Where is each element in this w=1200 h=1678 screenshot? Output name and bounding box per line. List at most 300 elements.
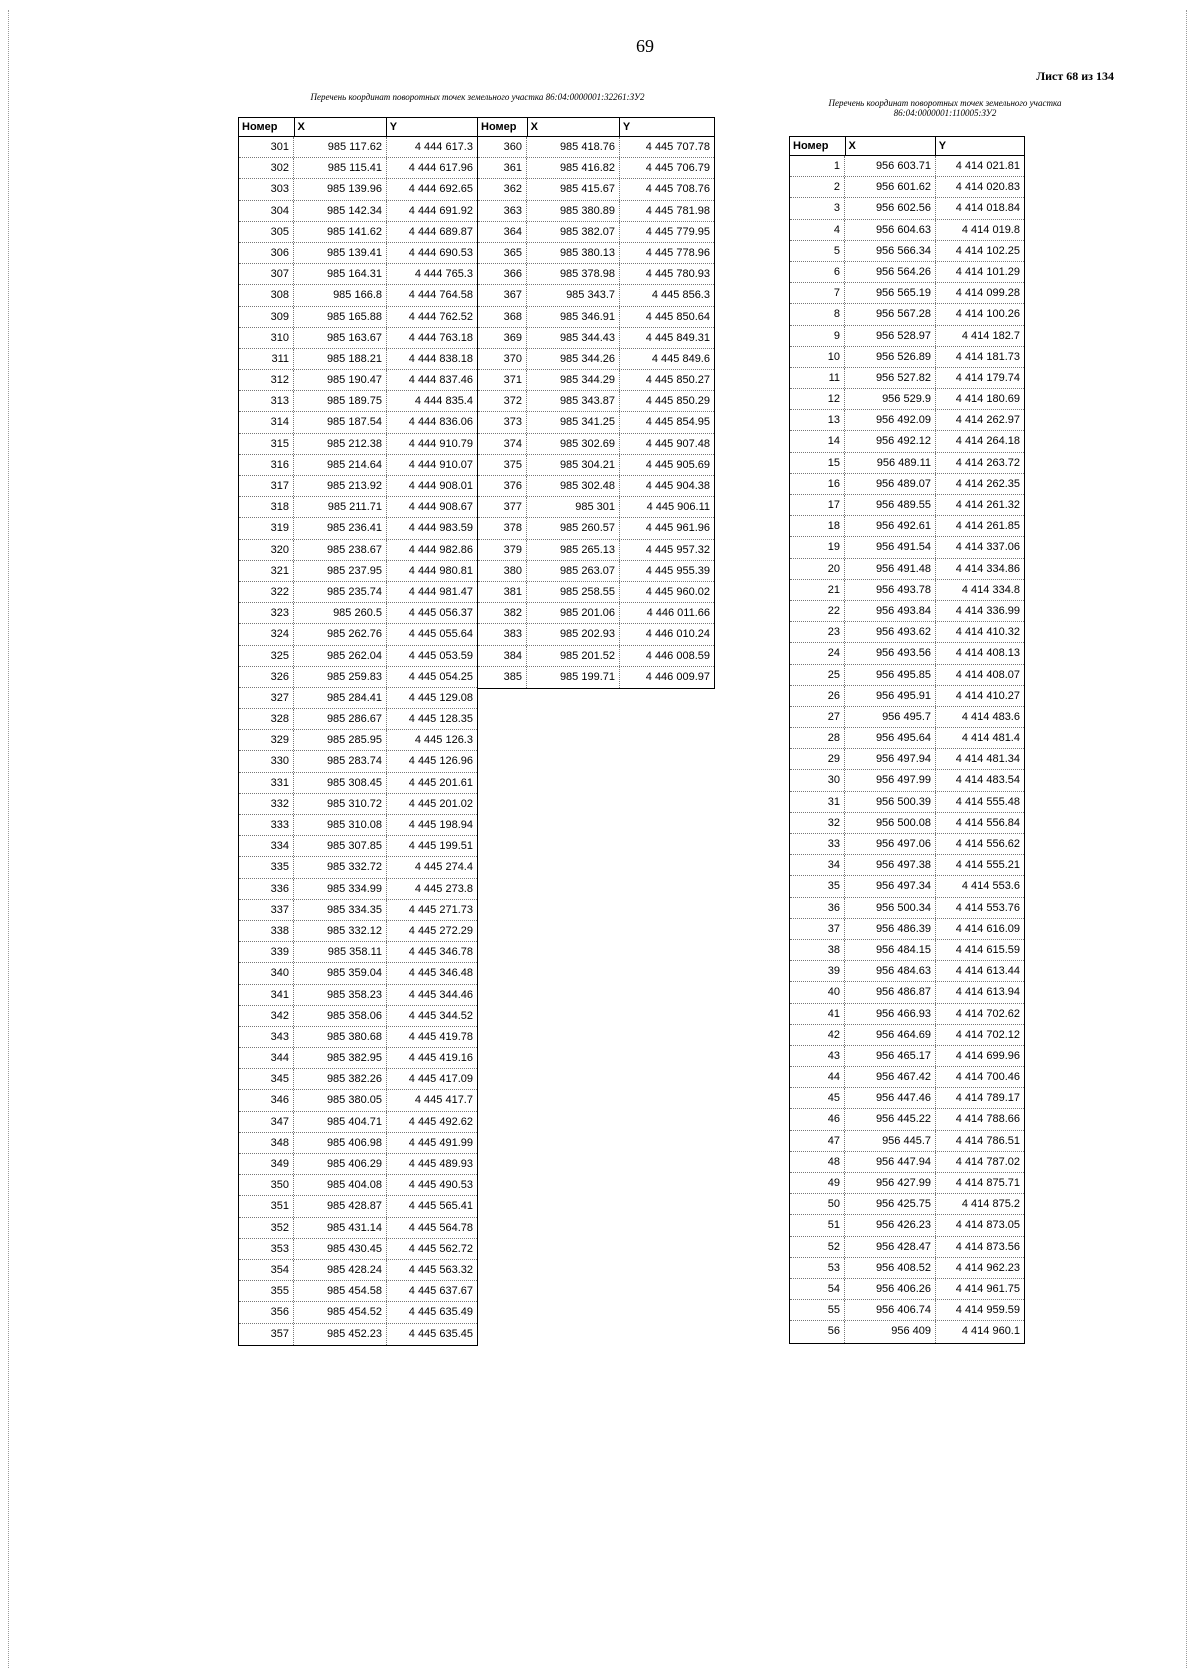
- table-row: [239, 1090, 477, 1111]
- x-coordinate: 985 213.92: [294, 476, 387, 496]
- x-coordinate: 956 445.22: [845, 1109, 936, 1129]
- table-row: [239, 561, 477, 582]
- y-coordinate: 4 414 261.32: [955, 499, 1020, 511]
- point-number: 377: [478, 497, 527, 517]
- x-coordinate: 985 431.14: [294, 1218, 387, 1238]
- table-row: [239, 1281, 477, 1302]
- y-coordinate: 4 414 483.6: [961, 710, 1020, 723]
- x-coordinate: 985 238.67: [294, 540, 387, 560]
- y-coordinate: 4 414 410.32: [955, 626, 1020, 639]
- table-row: [790, 1300, 1024, 1321]
- header-x: X: [295, 118, 387, 136]
- point-number: 302: [239, 158, 294, 178]
- table-row: [239, 455, 477, 476]
- y-coordinate: 4 414 959.59: [955, 1304, 1020, 1317]
- point-number: 338: [239, 921, 294, 941]
- y-coordinate: 4 414 334.8: [961, 583, 1020, 596]
- table-row: [239, 688, 477, 709]
- point-number: 348: [239, 1133, 294, 1153]
- x-coordinate: 985 302.48: [527, 476, 620, 496]
- y-coordinate: 4 414 702.62: [955, 1007, 1020, 1020]
- point-number: 333: [239, 815, 294, 835]
- y-coordinate: 4 414 788.66: [955, 1113, 1020, 1126]
- y-coordinate: 4 445 563.32: [408, 1263, 473, 1276]
- y-coordinate: 4 445 781.98: [645, 204, 710, 217]
- right-scan-edge: [1186, 10, 1188, 1668]
- point-number: 319: [239, 518, 294, 538]
- table-row: [478, 243, 714, 264]
- table-row: [239, 773, 477, 794]
- x-coordinate: 985 416.82: [527, 158, 620, 178]
- y-coordinate: 4 414 179.74: [955, 371, 1020, 384]
- x-coordinate: 985 117.62: [294, 137, 387, 157]
- point-number: 327: [239, 688, 294, 708]
- point-number: 14: [790, 431, 845, 451]
- point-number: 13: [790, 410, 845, 430]
- x-coordinate: 956 486.87: [845, 982, 936, 1002]
- y-coordinate: 4 445 126.96: [408, 755, 473, 768]
- point-number: 364: [478, 222, 527, 242]
- point-number: 361: [478, 158, 527, 178]
- table-row: [790, 834, 1024, 855]
- table-row: [790, 686, 1024, 707]
- table-row: [239, 582, 477, 603]
- y-coordinate: 4 445 419.78: [408, 1030, 473, 1043]
- y-coordinate: 4 445 346.48: [408, 967, 473, 980]
- left-scan-edge: [8, 10, 10, 1668]
- header-y: Y: [389, 121, 398, 133]
- y-coordinate: 4 445 907.48: [645, 437, 710, 450]
- y-coordinate: 4 445 056.37: [408, 607, 473, 620]
- x-coordinate: 985 344.29: [527, 370, 620, 390]
- y-coordinate: 4 445 780.93: [645, 268, 710, 281]
- point-number: 9: [790, 326, 845, 346]
- left-table-caption: Перечень координат поворотных точек земельного участка 86:04:0000001:32261:ЗУ2: [310, 92, 645, 102]
- y-coordinate: 4 445 850.64: [645, 310, 710, 323]
- y-coordinate: 4 444 617.96: [408, 162, 473, 175]
- x-coordinate: 956 447.46: [845, 1088, 936, 1108]
- table-row: [239, 1133, 477, 1154]
- x-coordinate: 985 211.71: [294, 497, 387, 517]
- point-number: 347: [239, 1112, 294, 1132]
- y-coordinate: 4 414 873.05: [955, 1219, 1020, 1232]
- table-row: [790, 792, 1024, 813]
- table-row: [790, 453, 1024, 474]
- point-number: 330: [239, 751, 294, 771]
- point-number: 344: [239, 1048, 294, 1068]
- y-coordinate: 4 446 009.97: [645, 670, 710, 683]
- point-number: 306: [239, 243, 294, 263]
- x-coordinate: 985 418.76: [527, 137, 620, 157]
- x-coordinate: 985 341.25: [527, 412, 620, 432]
- y-coordinate: 4 445 960.02: [645, 585, 710, 598]
- x-coordinate: 985 346.91: [527, 307, 620, 327]
- table-row: [239, 921, 477, 942]
- table-row: [478, 137, 714, 158]
- table-row: [478, 285, 714, 306]
- x-coordinate: 956 447.94: [845, 1152, 936, 1172]
- table-body: [238, 137, 478, 1346]
- point-number: 305: [239, 222, 294, 242]
- table-row: [790, 177, 1024, 198]
- x-coordinate: 956 484.63: [845, 961, 936, 981]
- table-row: [790, 898, 1024, 919]
- table-row: [790, 813, 1024, 834]
- x-coordinate: 985 236.41: [294, 518, 387, 538]
- point-number: 331: [239, 773, 294, 793]
- point-number: 354: [239, 1260, 294, 1280]
- table-row: [239, 942, 477, 963]
- table-row: [239, 624, 477, 645]
- table-row: [790, 643, 1024, 664]
- y-coordinate: 4 414 555.21: [955, 859, 1020, 872]
- y-coordinate: 4 414 481.4: [961, 732, 1020, 745]
- y-coordinate: 4 414 875.71: [955, 1177, 1020, 1189]
- x-coordinate: 985 190.47: [294, 370, 387, 390]
- x-coordinate: 985 454.58: [294, 1281, 387, 1301]
- x-coordinate: 985 358.23: [294, 985, 387, 1005]
- point-number: 349: [239, 1154, 294, 1174]
- y-coordinate: 4 444 980.81: [408, 564, 473, 577]
- y-coordinate: 4 445 272.29: [408, 924, 473, 937]
- y-coordinate: 4 445 562.72: [408, 1242, 473, 1255]
- table-row: [239, 201, 477, 222]
- y-coordinate: 4 445 850.29: [645, 395, 710, 408]
- y-coordinate: 4 414 873.56: [955, 1240, 1020, 1253]
- x-coordinate: 985 139.96: [294, 179, 387, 199]
- x-coordinate: 956 464.69: [845, 1025, 936, 1045]
- page-number: 69: [636, 36, 654, 56]
- point-number: 385: [478, 667, 527, 688]
- point-number: 49: [790, 1173, 845, 1193]
- y-coordinate: 4 446 008.59: [645, 649, 710, 662]
- point-number: 353: [239, 1239, 294, 1259]
- point-number: 329: [239, 730, 294, 750]
- point-number: 30: [790, 770, 845, 790]
- table-row: [239, 879, 477, 900]
- point-number: 38: [790, 940, 845, 960]
- table-row: [478, 518, 714, 539]
- point-number: 41: [790, 1004, 845, 1024]
- point-number: 4: [790, 220, 845, 240]
- y-coordinate: 4 445 271.73: [408, 903, 473, 916]
- x-coordinate: 985 428.87: [294, 1196, 387, 1216]
- y-coordinate: 4 445 419.16: [408, 1052, 473, 1065]
- table-row: [790, 855, 1024, 876]
- y-coordinate: 4 444 689.87: [408, 225, 473, 238]
- y-coordinate: 4 414 100.26: [955, 308, 1020, 321]
- point-number: 55: [790, 1300, 845, 1320]
- y-coordinate: 4 414 101.29: [955, 265, 1020, 278]
- table-row: [790, 665, 1024, 686]
- point-number: 26: [790, 686, 845, 706]
- y-coordinate: 4 444 981.47: [408, 585, 473, 598]
- y-coordinate: 4 445 905.69: [645, 458, 710, 471]
- table-row: [239, 730, 477, 751]
- y-coordinate: 4 414 018.84: [955, 202, 1020, 215]
- table-row: [790, 410, 1024, 431]
- x-coordinate: 956 491.48: [845, 559, 936, 579]
- x-coordinate: 956 492.61: [845, 516, 936, 536]
- y-coordinate: 4 414 483.54: [955, 774, 1020, 787]
- x-coordinate: 985 258.55: [527, 582, 620, 602]
- table-body: [477, 137, 715, 689]
- point-number: 317: [239, 476, 294, 496]
- y-coordinate: 4 414 960.1: [961, 1325, 1020, 1338]
- x-coordinate: 956 497.94: [845, 749, 936, 769]
- point-number: 54: [790, 1279, 845, 1299]
- table-row: [478, 222, 714, 243]
- point-number: 8: [790, 304, 845, 324]
- table-row: [790, 1173, 1024, 1194]
- table-row: [239, 815, 477, 836]
- y-coordinate: 4 444 837.46: [408, 374, 473, 387]
- point-number: 27: [790, 707, 845, 727]
- table-row: [790, 537, 1024, 558]
- y-coordinate: 4 445 417.7: [414, 1094, 473, 1107]
- point-number: 334: [239, 836, 294, 856]
- table-row: [478, 412, 714, 433]
- point-number: 2: [790, 177, 845, 197]
- table-row: [790, 220, 1024, 241]
- right-caption-line-1: Перечень координат поворотных точек земельного участка: [828, 98, 1062, 108]
- point-number: 372: [478, 391, 527, 411]
- point-number: 15: [790, 453, 845, 473]
- y-coordinate: 4 445 201.61: [408, 776, 473, 789]
- point-number: 356: [239, 1302, 294, 1322]
- point-number: 304: [239, 201, 294, 221]
- table-row: [790, 368, 1024, 389]
- x-coordinate: 985 406.98: [294, 1133, 387, 1153]
- x-coordinate: 956 493.62: [845, 622, 936, 642]
- table-row: [790, 347, 1024, 368]
- point-number: 367: [478, 285, 527, 305]
- x-coordinate: 985 454.52: [294, 1302, 387, 1322]
- point-number: 384: [478, 646, 527, 666]
- point-number: 381: [478, 582, 527, 602]
- table-row: [790, 326, 1024, 347]
- point-number: 321: [239, 561, 294, 581]
- y-coordinate: 4 445 053.59: [408, 649, 473, 662]
- point-number: 336: [239, 879, 294, 899]
- table-row: [478, 391, 714, 412]
- y-coordinate: 4 444 692.65: [408, 183, 473, 196]
- y-coordinate: 4 444 691.92: [408, 204, 473, 217]
- point-number: 1: [790, 156, 845, 176]
- y-coordinate: 4 445 778.96: [645, 246, 710, 259]
- x-coordinate: 985 404.08: [294, 1175, 387, 1195]
- x-coordinate: 985 358.06: [294, 1006, 387, 1026]
- y-coordinate: 4 414 613.94: [955, 986, 1020, 999]
- y-coordinate: 4 414 556.84: [955, 816, 1020, 829]
- x-coordinate: 956 495.85: [845, 665, 936, 685]
- table-row: [478, 179, 714, 200]
- point-number: 48: [790, 1152, 845, 1172]
- y-coordinate: 4 414 553.6: [961, 880, 1020, 893]
- table-row: [478, 328, 714, 349]
- x-coordinate: 985 301: [527, 497, 620, 517]
- x-coordinate: 985 199.71: [527, 667, 620, 688]
- point-number: 363: [478, 201, 527, 221]
- y-coordinate: 4 444 762.52: [408, 310, 473, 323]
- y-coordinate: 4 445 129.08: [408, 691, 473, 704]
- x-coordinate: 985 284.41: [294, 688, 387, 708]
- table-row: [478, 603, 714, 624]
- point-number: 44: [790, 1067, 845, 1087]
- y-coordinate: 4 445 635.45: [408, 1327, 473, 1340]
- header-num: Номер: [239, 118, 295, 136]
- x-coordinate: 956 500.08: [845, 813, 936, 833]
- table-row: [239, 603, 477, 624]
- y-coordinate: 4 445 491.99: [408, 1136, 473, 1149]
- point-number: 36: [790, 898, 845, 918]
- y-coordinate: 4 445 637.67: [408, 1285, 473, 1298]
- table-row: [478, 201, 714, 222]
- y-coordinate: 4 444 908.67: [408, 501, 473, 514]
- table-header: [789, 136, 1025, 156]
- x-coordinate: 956 565.19: [845, 283, 936, 303]
- point-number: 352: [239, 1218, 294, 1238]
- x-coordinate: 956 489.55: [845, 495, 936, 515]
- x-coordinate: 956 408.52: [845, 1258, 936, 1278]
- point-number: 28: [790, 728, 845, 748]
- table-row: [239, 243, 477, 264]
- table-row: [239, 518, 477, 539]
- y-coordinate: 4 414 699.96: [955, 1049, 1020, 1062]
- y-coordinate: 4 414 789.17: [955, 1092, 1020, 1105]
- x-coordinate: 956 492.12: [845, 431, 936, 451]
- x-coordinate: 985 310.08: [294, 815, 387, 835]
- table-row: [790, 495, 1024, 516]
- point-number: 5: [790, 241, 845, 261]
- x-coordinate: 985 332.72: [294, 857, 387, 877]
- y-coordinate: 4 445 565.41: [408, 1200, 473, 1213]
- table-row: [478, 158, 714, 179]
- x-coordinate: 985 187.54: [294, 412, 387, 432]
- table-row: [790, 1279, 1024, 1300]
- table-row: [239, 1260, 477, 1281]
- x-coordinate: 956 465.17: [845, 1046, 936, 1066]
- table-row: [790, 982, 1024, 1003]
- y-coordinate: 4 445 955.39: [645, 564, 710, 577]
- table-row: [478, 561, 714, 582]
- point-number: 376: [478, 476, 527, 496]
- x-coordinate: 985 359.04: [294, 963, 387, 983]
- y-coordinate: 4 445 635.49: [408, 1306, 473, 1319]
- x-coordinate: 985 237.95: [294, 561, 387, 581]
- x-coordinate: 985 428.24: [294, 1260, 387, 1280]
- x-coordinate: 956 566.34: [845, 241, 936, 261]
- x-coordinate: 985 378.98: [527, 264, 620, 284]
- x-coordinate: 956 489.11: [845, 453, 936, 473]
- y-coordinate: 4 445 344.52: [408, 1009, 473, 1022]
- table-row: [239, 540, 477, 561]
- table-row: [239, 985, 477, 1006]
- x-coordinate: 985 262.76: [294, 624, 387, 644]
- table-row: [239, 412, 477, 433]
- x-coordinate: 985 141.62: [294, 222, 387, 242]
- y-coordinate: 4 414 262.35: [955, 477, 1020, 490]
- table-header: [238, 117, 478, 137]
- point-number: 380: [478, 561, 527, 581]
- point-number: 345: [239, 1069, 294, 1089]
- point-number: 53: [790, 1258, 845, 1278]
- x-coordinate: 985 382.07: [527, 222, 620, 242]
- x-coordinate: 985 188.21: [294, 349, 387, 369]
- table-row: [239, 1175, 477, 1196]
- table-row: [478, 624, 714, 645]
- table-row: [239, 1069, 477, 1090]
- y-coordinate: 4 444 910.79: [408, 437, 473, 450]
- header-x: X: [528, 118, 620, 136]
- table-row: [790, 601, 1024, 622]
- table-row: [790, 770, 1024, 791]
- point-number: 362: [478, 179, 527, 199]
- point-number: 383: [478, 624, 527, 644]
- point-number: 22: [790, 601, 845, 621]
- x-coordinate: 985 165.88: [294, 307, 387, 327]
- table-row: [239, 836, 477, 857]
- table-row: [790, 474, 1024, 495]
- table-row: [790, 1046, 1024, 1067]
- point-number: 357: [239, 1324, 294, 1345]
- x-coordinate: 985 308.45: [294, 773, 387, 793]
- table-row: [239, 1048, 477, 1069]
- point-number: 51: [790, 1215, 845, 1235]
- table-row: [478, 434, 714, 455]
- point-number: 16: [790, 474, 845, 494]
- y-coordinate: 4 414 481.34: [955, 753, 1020, 766]
- right-table-caption: [785, 98, 1105, 118]
- x-coordinate: 956 527.82: [845, 368, 936, 388]
- table-row: [239, 349, 477, 370]
- x-coordinate: 985 260.57: [527, 518, 620, 538]
- table-row: [790, 1237, 1024, 1258]
- y-coordinate: 4 414 408.07: [955, 668, 1020, 681]
- header-y: Y: [938, 140, 947, 152]
- x-coordinate: 985 201.06: [527, 603, 620, 623]
- x-coordinate: 956 425.75: [845, 1194, 936, 1214]
- table-row: [790, 1088, 1024, 1109]
- y-coordinate: 4 445 274.4: [414, 861, 473, 874]
- y-coordinate: 4 414 182.7: [961, 329, 1020, 342]
- point-number: 52: [790, 1237, 845, 1257]
- header-num: Номер: [478, 118, 528, 136]
- table-row: [790, 559, 1024, 580]
- y-coordinate: 4 445 708.76: [645, 183, 710, 196]
- point-number: 309: [239, 307, 294, 327]
- table-row: [239, 285, 477, 306]
- point-number: 29: [790, 749, 845, 769]
- y-coordinate: 4 445 849.6: [651, 352, 710, 365]
- header-y: Y: [622, 121, 631, 133]
- table-row: [239, 1218, 477, 1239]
- y-coordinate: 4 414 556.62: [955, 838, 1020, 850]
- table-row: [790, 262, 1024, 283]
- point-number: 325: [239, 646, 294, 666]
- x-coordinate: 956 529.9: [845, 389, 936, 409]
- x-coordinate: 956 428.47: [845, 1237, 936, 1257]
- table-row: [790, 622, 1024, 643]
- table-row: [790, 516, 1024, 537]
- table-row: [790, 241, 1024, 262]
- x-coordinate: 985 334.99: [294, 879, 387, 899]
- y-coordinate: 4 445 344.46: [408, 988, 473, 1001]
- table-row: [790, 304, 1024, 325]
- y-coordinate: 4 445 490.53: [408, 1179, 473, 1192]
- point-number: 312: [239, 370, 294, 390]
- x-coordinate: 985 283.74: [294, 751, 387, 771]
